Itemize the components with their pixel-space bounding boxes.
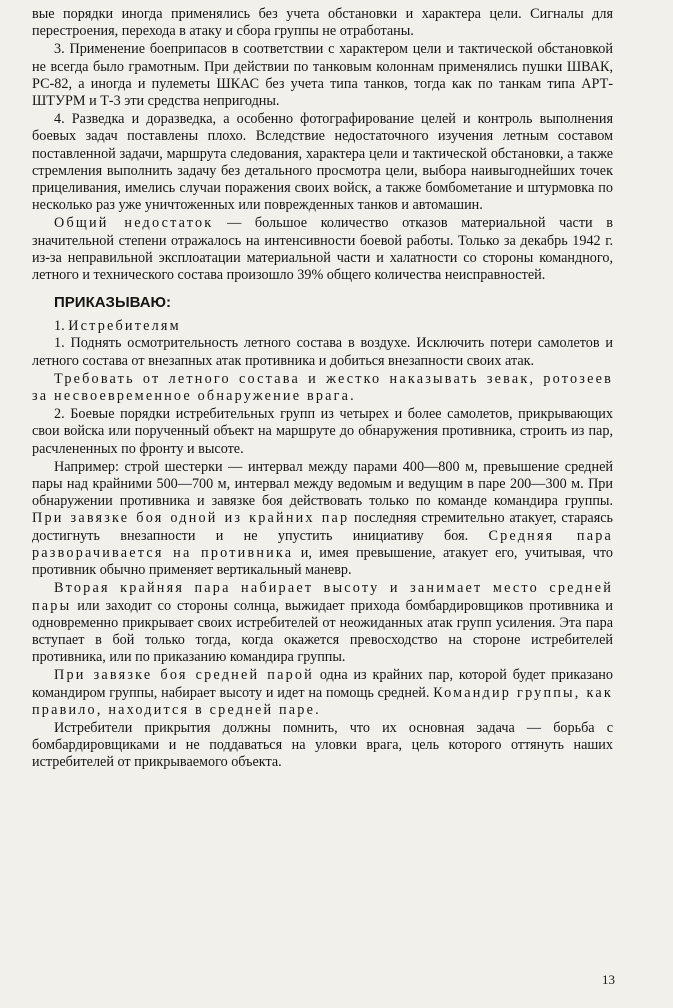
paragraph <box>32 215 613 284</box>
paragraph: Истребители прикрытия должны помнить, что их основная задача — борьба с бомбардировщиками и не поддаваться на уловки врага, цель которого оттянуть наших истребителей от прикрываемого объекта. <box>32 719 613 771</box>
emphasis-spaced: Общий недостаток <box>54 215 214 232</box>
paragraph: 4. Разведка и доразведка, а особенно фотографирование целей и контроль выполнения боевых задач поставлены плохо. Вследствие недостаточного изучения летным составом поставленной задачи, маршрута следования, характера цели и тактической обстановки, а также стремления выполнить задачу без детального просмотра цели, выбора наивыгоднейших точек прицеливания, имелись случаи поражения своих войск, а также бомбометание и штурмовка по несколько раз уже уничтоженных или поврежденных танков и автомашин. <box>32 111 613 214</box>
paragraph-text: Например: строй шестерки — интервал между парами 400—800 м, превышение средней пары над крайними 500—700 м, интервал между ведомым и ведущим в паре 200—300 м. При обнаружении противника и завязке боя действовать только по команде командира группы. <box>32 458 613 510</box>
emphasis-spaced: Командир группы, как правило, находится в средней паре. <box>32 684 613 718</box>
paragraph-text: последняя стремительно атакует, стараясь достигнуть внезапности и не упустить инициативу боя. <box>32 510 613 544</box>
paragraph-text: одна из крайних пар, которой будет приказано командиром группы, набирает высоту и идет на помощь средней. <box>32 667 613 701</box>
order-heading: ПРИКАЗЫВАЮ: <box>54 294 172 312</box>
paragraph <box>32 667 613 719</box>
paragraph: вые порядки иногда применялись без учета обстановки и характера цели. Сигналы для перестроения, перехода в атаку и сбора группы не отработаны. <box>32 6 613 40</box>
section-title <box>32 318 613 335</box>
paragraph: 1. Поднять осмотрительность летного состава в воздухе. Исключить потери самолетов и летного состава от внезапных атак противника и добиться внезапности своих атак. <box>32 335 613 369</box>
paragraph-text: и, имея превышение, атакует его, учитывая, что противник обычно применяет вертикальный маневр. <box>32 544 613 579</box>
emphasis-spaced: Вторая крайняя пара набирает высоту и занимает место средней пары <box>32 580 613 614</box>
emphasis-spaced: Требовать от летного состава и жестко наказывать зевак, ротозеев за несвоевременное обнаружение врага. <box>32 370 613 405</box>
section-number: 1. <box>54 318 69 335</box>
emphasis-spaced: При завязке боя средней парой <box>54 667 314 684</box>
emphasis-spaced: Средняя пара разворачивается на противника <box>32 527 613 561</box>
paragraph-text: или заходит со стороны солнца, выжидает прихода бомбардировщиков противника и одновременно прикрывает своих истребителей от неожиданных атак групп усиления. Эта пара вступает в бой только тогда, когда окажется превосходство на стороне истребителей противника, или по приказанию командира группы. <box>32 597 613 666</box>
page-number: 13 <box>602 972 615 987</box>
emphasis-spaced: Истребителям <box>68 318 181 335</box>
emphasis-spaced: При завязке боя одной из крайних пар <box>32 510 350 527</box>
paragraph <box>32 459 613 579</box>
paragraph: 2. Боевые порядки истребительных групп из четырех и более самолетов, прикрывающих свои войска или порученный объект на маршруте до обнаружения противника, строить из пар, расчлененных по фронту и высоте. <box>32 406 613 457</box>
paragraph <box>32 580 613 666</box>
paragraph: 3. Применение боеприпасов в соответствии с характером цели и тактической обстановкой не всегда было грамотным. При действии по танковым колоннам применялись пушки ШВАК, РС-82, а иногда и пулеметы ШКАС без учета типа танков, тогда как по танкам типа АРТ-ШТУРМ и Т-3 эти средства непригодны. <box>32 41 613 110</box>
paragraph-text: — большое количество отказов материальной части в значительной степени отражалось на интенсивности боевой работы. Только за декабрь 1942 г. из-за неправильной эксплоатации материальной части и халатности со стороны командного, летного и технического состава произошло 39% общего количества неисправностей. <box>32 215 613 284</box>
paragraph <box>32 371 613 405</box>
